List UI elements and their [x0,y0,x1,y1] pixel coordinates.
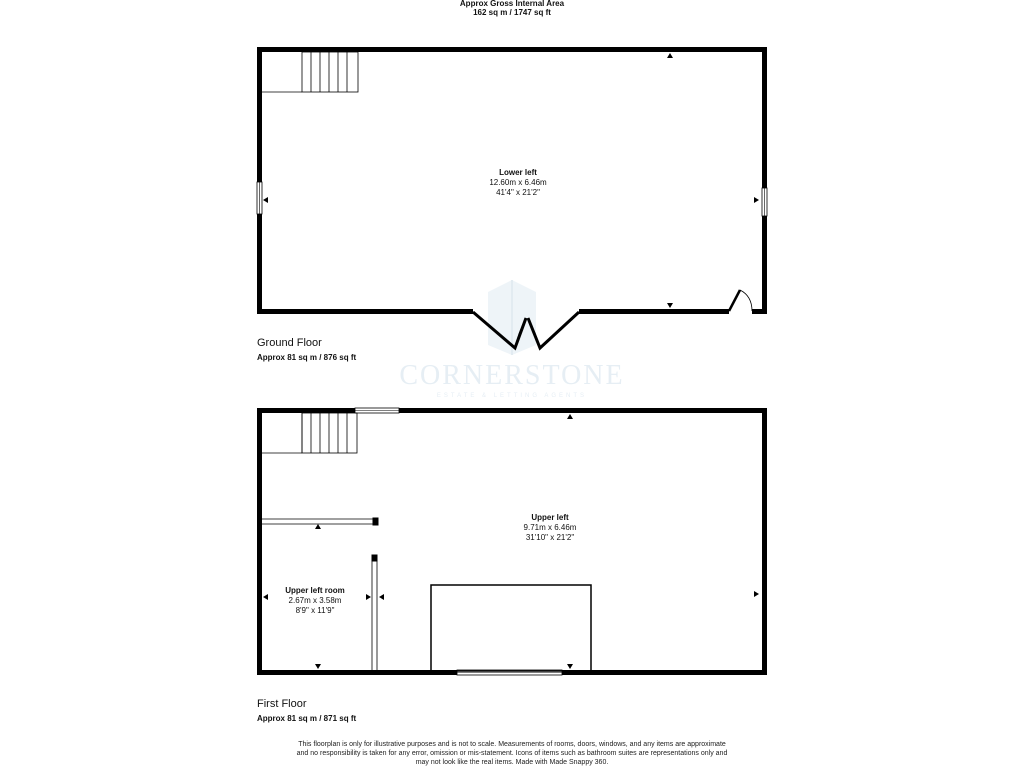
first-floor-area: Approx 81 sq m / 871 sq ft [257,714,357,723]
ground-wall-bottom-mid [579,309,729,314]
ground-staircase [262,52,358,92]
first-partition-vertical [372,555,377,670]
ground-floor-area: Approx 81 sq m / 876 sq ft [257,353,357,362]
watermark-logo-text: CORNERSTONE [399,360,625,391]
disclaimer-line: and no responsibility is taken for any error, omission or mis-statement. Icons of items such as bathroom suites are representations only and [296,750,728,757]
first-wall-bottom-left [257,670,457,675]
room-size-metric: 2.67m x 3.58m [288,596,342,605]
first-wall-left [257,408,262,675]
room-size-imperial: 8'9" x 11'9" [295,606,335,615]
room-size-metric: 12.60m x 6.46m [489,178,547,187]
first-wall-top-right [399,408,767,413]
ground-wall-right [762,47,767,314]
first-partition-horizontal [262,518,378,525]
ground-bay-doors [473,312,579,348]
room-size-imperial: 31'10" x 21'2" [525,533,575,542]
ground-wall-bottom-right [752,309,767,314]
room-size-imperial: 41'4" x 21'2" [496,188,540,197]
gross-area-value: 162 sq m / 1747 sq ft [473,8,551,17]
room-name: Upper left [531,513,569,522]
first-floor-title: First Floor [257,698,307,710]
room-label-upper-left [490,513,610,543]
first-wall-bottom-right [562,670,767,675]
room-name: Upper left room [285,586,345,595]
first-internal-box [431,585,591,671]
room-size-metric: 9.71m x 6.46m [523,523,577,532]
ground-wall-top [257,47,767,52]
first-staircase [262,413,357,453]
ground-side-door [729,290,752,311]
first-wall-right [762,408,767,675]
room-name: Lower left [499,168,537,177]
gross-area-title: Approx Gross Internal Area [459,0,565,8]
disclaimer-line: may not look like the real items. Made with Made Snappy 360. [415,759,609,766]
room-label-lower-left [458,168,578,198]
ground-floor-title: Ground Floor [257,337,322,349]
first-wall-top-left [257,408,355,413]
ground-wall-left [257,47,262,314]
room-label-upper-left-room [265,586,365,616]
ground-wall-bottom-left [257,309,473,314]
disclaimer-line: This floorplan is only for illustrative purposes and is not to scale. Measurements of rooms, doors, windows, and any items are approximate [298,741,726,748]
watermark-tagline: ESTATE & LETTING AGENTS [436,393,588,399]
